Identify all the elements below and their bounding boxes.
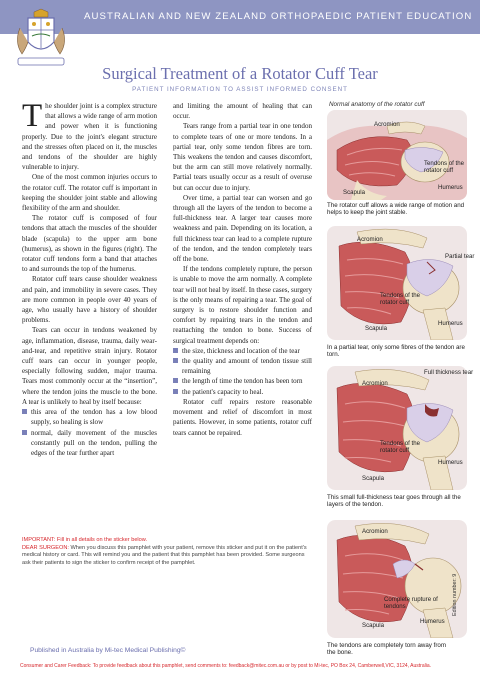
label-acromion: Acromion: [357, 236, 383, 243]
text-column-1: [22, 98, 157, 458]
label-acromion: Acromion: [362, 380, 388, 387]
paragraph: The rotator cuff is composed of four tendons that attach the muscles of the shoulder blade (scapula) to the upper arm bone (humerus), as shown in the figures (right). The rotator cuff tendons form a band that attaches to and surrounds the top of the humerus.: [22, 214, 157, 274]
label-tendons: Tendons of the rotator cuff: [380, 440, 420, 454]
paragraph: Over time, a partial tear can worsen and go through all the layers of the tendon to become a full-thickness tear. A larger tear causes more weakness and pain. Depending on its location, a full thickness tear can lead to a complete rupture of the tendon, and the tendon completely tears off the bone.: [173, 193, 312, 264]
figure-3-caption: This small full-thickness tear goes through all the layers of the tendon.: [327, 494, 461, 509]
paragraph: Rotator cuff tears cause shoulder weakness and pain, and immobility in severe cases. They are more common in people over 40 years of age, who usually have a history of shoulder problems.: [22, 275, 157, 325]
footer: [0, 661, 480, 679]
label-humerus: Humerus: [438, 320, 463, 327]
bullet-item: this area of the tendon has a low blood supply, so healing is slow: [22, 407, 157, 427]
label-scapula: Scapula: [362, 622, 385, 629]
bullet-item: the patient's capacity to heal.: [173, 387, 312, 397]
paragraph: Tears can occur in tendons weakened by age, inflammation, disease, trauma, daily wear-and-tear, and repetitive strain injury. Rotator cuff tears can occur in younger people, especially following sudden, major trauma. Tears most commonly occur at the “insertion”, where the tendon joins the muscle to the bone. A tear is unlikely to heal by itself because:: [22, 326, 157, 406]
bullet-item: the quality and amount of tendon tissue still remaining: [173, 356, 312, 376]
figure-1-title: Normal anatomy of the rotator cuff: [329, 101, 425, 108]
label-scapula: Scapula: [365, 325, 388, 332]
figure-1-caption: The rotator cuff allows a wide range of motion and helps to keep the joint stable.: [327, 202, 465, 217]
paragraph: he shoulder joint is a complex structure that allows a wide range of arm motion and power when it is functioning properly. Due to the joint's elegant structure and the stresses often placed on it, the muscles and tendons of the shoulder are highly vulnerable to injury.: [22, 102, 157, 172]
publisher-line: Published in Australia by Mi-tec Medical Publishing©: [30, 647, 186, 654]
important-text: When you discuss this pamphlet with your patient, remove this sticker and put it on the patient's medical history or card. This will remind you and the patient that this pamphlet has been provided. Some surgeons ask their patients to sign the sticker to confirm receipt of the pamphlet.: [22, 544, 307, 566]
banner-text: AUSTRALIAN AND NEW ZEALAND ORTHOPAEDIC PATIENT EDUCATION: [84, 11, 473, 22]
label-complete-rupture: Complete rupture of tendons: [384, 596, 438, 610]
bullet-item: normal, daily movement of the muscles constantly pull on the tendon, pulling the edges of the tear further apart: [22, 428, 157, 459]
paragraph: Rotator cuff repairs restore reasonable movement and relief of discomfort in most patients. However, in some patients, rotator cuff tears cannot be repaired.: [173, 397, 312, 437]
paragraph: and limiting the amount of healing that can occur.: [173, 102, 312, 121]
label-acromion: Acromion: [374, 121, 400, 128]
figure-2-caption: In a partial tear, only some fibres of the tendon are torn.: [327, 344, 465, 359]
figure-3-full-thickness-tear: [327, 366, 467, 490]
figure-4-complete-rupture: [327, 520, 467, 638]
label-humerus: Humerus: [438, 459, 463, 466]
bullet-item: the length of time the tendon has been torn: [173, 376, 312, 386]
label-scapula: Scapula: [343, 189, 366, 196]
drop-cap: T: [22, 98, 43, 134]
edition-number: Edition number: 9: [452, 573, 458, 616]
page-title: Surgical Treatment of a Rotator Cuff Tear: [102, 64, 378, 83]
label-scapula: Scapula: [362, 475, 385, 482]
label-acromion: Acromion: [362, 528, 388, 535]
paragraph: If the tendons completely rupture, the person is unable to move the arm normally. A complete tear will not heal by itself. In these cases, surgery is the only means of repairing a tear. The goal of surgery is to restore shoulder function and comfort by repairing tears in the tendon and reattaching the tendon to bone. Success of surgical treatment depends on:: [173, 265, 313, 345]
label-partial-tear: Partial tear: [445, 253, 475, 260]
important-notice: [22, 537, 314, 567]
bullet-item: the size, thickness and location of the tear: [173, 346, 312, 356]
label-humerus: Humerus: [438, 184, 463, 191]
figure-4-caption: The tendons are completely torn away from the bone.: [327, 642, 446, 657]
text-column-2: [173, 101, 312, 438]
paragraph: Tears range from a partial tear in one tendon to complete tears of one or more tendons. In a partial tear, only some tendon fibres are torn. This weakens the tendon and causes discomfort, but the arm can still move relatively normally. Partial tears usually occur as a result of overuse but can occur due to injury.: [173, 122, 312, 192]
label-tendons: Tendons of the rotator cuff: [424, 160, 464, 174]
paragraph: One of the most common injuries occurs to the rotator cuff. The rotator cuff is important in keeping the shoulder joint stable and allowing flexibility of the arm and shoulder.: [22, 173, 157, 213]
feedback-text: Consumer and Carer Feedback: To provide feedback about this pamphlet, send comments to: feedback@mitec.com.au or by post to Mi-tec, PO Box 24, Camberwell,VIC, 3124, Australia.: [20, 663, 432, 669]
important-heading: IMPORTANT: Fill in all details on the sticker below.: [22, 537, 148, 543]
label-tendons: Tendons of the rotator cuff: [380, 292, 420, 306]
label-humerus: Humerus: [420, 618, 445, 625]
surgeon-label: DEAR SURGEON:: [22, 544, 69, 551]
page-subtitle: PATIENT INFORMATION TO ASSIST INFORMED CONSENT: [132, 86, 348, 93]
label-full-thickness-tear: Full thickness tear: [424, 369, 474, 376]
